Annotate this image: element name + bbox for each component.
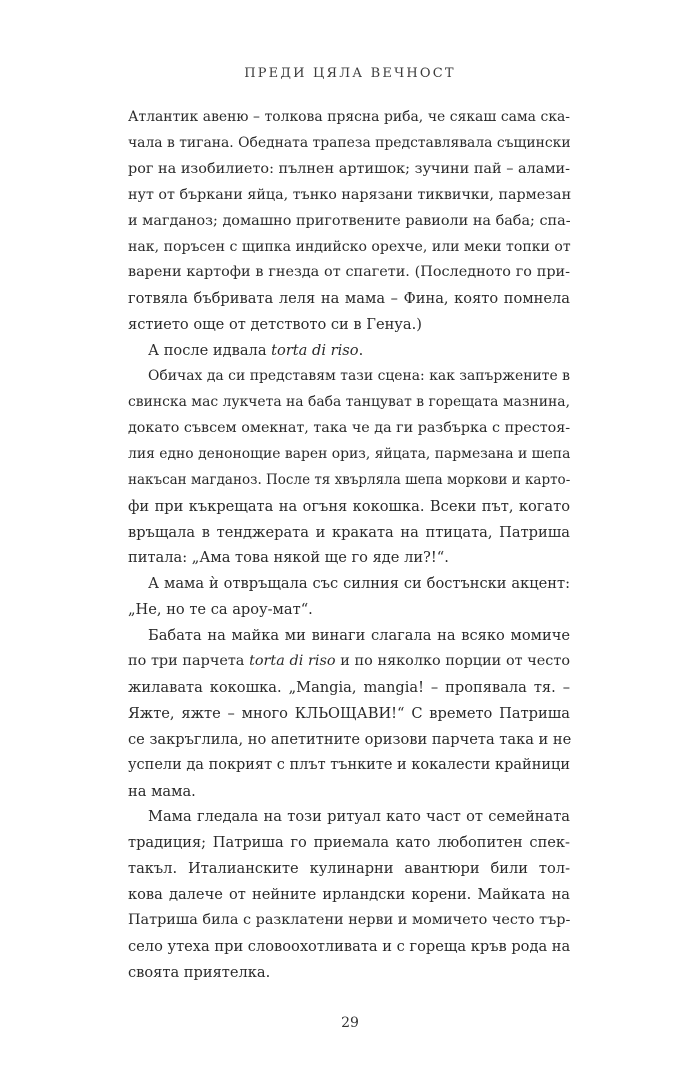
text-line: Яжте, яжте – много КЛЬОЩАВИ!“ С времето Патриша bbox=[128, 704, 570, 722]
text-line: питала: „Ама това някой ще го яде ли?!“. bbox=[128, 549, 449, 567]
text-line: варени картофи в гнезда от спагети. (Последното го при- bbox=[128, 264, 570, 281]
text-line: жилавата кокошка. „Mangia, mangia! – пропявала тя. – bbox=[128, 678, 570, 696]
text-line: традиция; Патриша го приемала като любопитен спек- bbox=[128, 834, 570, 852]
text-line: и магданоз; домашно приготвените равиоли на баба; спа- bbox=[128, 212, 571, 229]
text-line: такъл. Италианските кулинарни авантюри били тол- bbox=[128, 860, 570, 878]
text-line: Мама гледала на този ритуал като част от семейната bbox=[148, 808, 570, 826]
text-line: връщала в тенджерата и краката на птицата, Патриша bbox=[128, 523, 570, 541]
text-line: фи при къкрещата на огъня кокошка. Всеки път, когато bbox=[128, 497, 570, 515]
text-run: А после идвала bbox=[148, 342, 272, 360]
text-line: Обичах да си представям тази сцена: как запържените в bbox=[148, 368, 570, 385]
text-run: . bbox=[358, 342, 364, 360]
text-line: своята приятелка. bbox=[128, 963, 271, 981]
text-line: село утеха при словоохотливата и с гореща кръв рода на bbox=[128, 938, 571, 955]
paragraph-line bbox=[128, 649, 570, 675]
text-line: кова далече от нейните ирландски корени. Майката на bbox=[128, 886, 570, 904]
paragraph-line bbox=[128, 338, 570, 364]
page-number: 29 bbox=[341, 1015, 359, 1031]
text-line: свинска мас лукчета на баба танцуват в горещата мазнина, bbox=[128, 393, 570, 410]
text-line: лия едно денонощие варен ориз, яйцата, пармезана и шепа bbox=[128, 445, 571, 462]
text-line: чала в тигана. Обедната трапеза представлявала същински bbox=[128, 134, 571, 151]
text-line: А мама ѝ отвръщала със силния си бостънски акцент: bbox=[148, 575, 570, 593]
italic-term: torta di riso bbox=[271, 342, 359, 360]
body-text bbox=[128, 105, 570, 986]
text-line: нак, поръсен с щипка индийско орехче, или меки топки от bbox=[128, 238, 571, 255]
text-line: рог на изобилието: пълнен артишок; зучини пай – алами- bbox=[128, 160, 570, 177]
text-run: и по няколко порции от често bbox=[335, 653, 570, 670]
text-line: Патриша била с разклатени нерви и момичето често тър- bbox=[128, 912, 571, 929]
text-run: по три парчета bbox=[128, 653, 250, 670]
text-line: на мама. bbox=[128, 782, 196, 800]
text-line: докато съвсем омекнат, така че да ги разбърка с престоя- bbox=[128, 419, 571, 436]
text-line: нут от бъркани яйца, тънко нарязани тиквички, пармезан bbox=[128, 186, 572, 203]
text-line: готвяла бъбривата леля на мама – Фина, която помнела bbox=[128, 290, 570, 308]
text-line: Бабата на майка ми винаги слагала на всяко момиче bbox=[148, 627, 570, 645]
text-line: Атлантик авеню – толкова прясна риба, че сякаш сама ска- bbox=[128, 109, 570, 125]
italic-term: torta di riso bbox=[249, 653, 336, 670]
text-line: се закръглила, но апетитните оризови парчета така и не bbox=[128, 730, 572, 748]
text-line: накъсан магданоз. После тя хвърляла шепа моркови и карто- bbox=[128, 471, 571, 488]
text-line: ястието още от детството си в Генуа.) bbox=[128, 316, 422, 334]
text-line: успели да покрият с плът тънките и кокалести крайници bbox=[128, 756, 571, 773]
text-line: „Не, но те са ароу-мат“. bbox=[128, 601, 313, 619]
running-head: ПРЕДИ ЦЯЛА ВЕЧНОСТ bbox=[244, 66, 456, 81]
